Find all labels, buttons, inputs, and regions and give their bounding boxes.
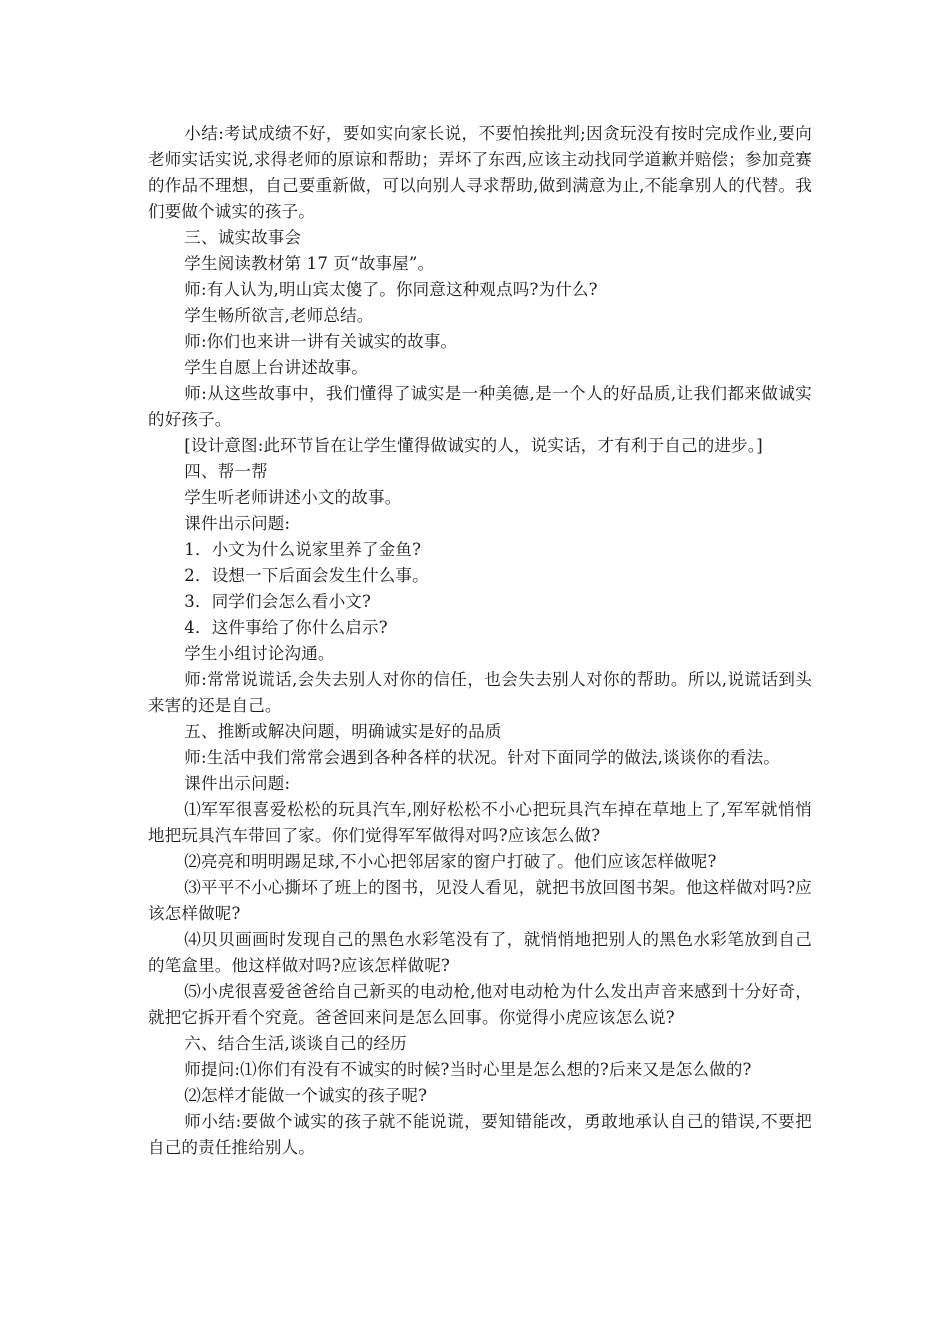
design-intent-note: [设计意图:此环节旨在让学生懂得做诚实的人，说实话，才有利于自己的进步。] bbox=[184, 436, 763, 455]
question-item: 4．这件事给了你什么启示? bbox=[184, 618, 388, 637]
question-item: 1．小文为什么说家里养了金鱼? bbox=[184, 540, 422, 559]
section-heading-6: 六、结合生活,谈谈自己的经历 bbox=[184, 1034, 407, 1053]
paragraph: 学生自愿上台讲述故事。 bbox=[184, 358, 368, 377]
paragraph: 学生畅所欲言,老师总结。 bbox=[184, 306, 374, 325]
paragraph-teacher-summary: 师小结:要做个诚实的孩子就不能说谎，要知错能改，勇敢地承认自己的错误,不要把自己的责任推给别人。 bbox=[148, 1112, 812, 1157]
paragraph: 师:从这些故事中，我们懂得了诚实是一种美德,是一个人的好品质,让我们都来做诚实的好孩子。 bbox=[148, 384, 812, 429]
paragraph-summary: 小结:考试成绩不好，要如实向家长说，不要怕挨批判;因贪玩没有按时完成作业,要向老师实话实说,求得老师的原谅和帮助；弄坏了东西,应该主动找同学道歉并赔偿；参加竞赛的作品不理想，自己要重新做，可以向别人寻求帮助,做到满意为止,不能拿别人的代替。我们要做个诚实的孩子。 bbox=[148, 124, 812, 221]
paragraph: 课件出示问题: bbox=[184, 514, 291, 533]
paragraph: 学生小组讨论沟通。 bbox=[184, 644, 335, 663]
scenario-item: ⑴军军很喜爱松松的玩具汽车,刚好松松不小心把玩具汽车掉在草地上了,军军就悄悄地把玩具汽车带回了家。你们觉得军军做得对吗?应该怎么做? bbox=[148, 800, 812, 845]
paragraph: 学生听老师讲述小文的故事。 bbox=[184, 488, 402, 507]
section-heading-5: 五、推断或解决问题，明确诚实是好的品质 bbox=[184, 722, 502, 741]
paragraph: 学生阅读教材第 17 页“故事屋”。 bbox=[184, 254, 435, 273]
question-item: 3．同学们会怎么看小文? bbox=[184, 592, 372, 611]
paragraph: 师提问:⑴你们有没有不诚实的时候?当时心里是怎么想的?后来又是怎么做的? bbox=[184, 1060, 752, 1079]
document-body bbox=[148, 121, 812, 1161]
scenario-item: ⑸小虎很喜爱爸爸给自己新买的电动枪,他对电动枪为什么发出声音来感到十分好奇，就把它拆开看个究竟。爸爸回来问是怎么回事。你觉得小虎应该怎么说? bbox=[148, 982, 812, 1027]
paragraph: 师:你们也来讲一讲有关诚实的故事。 bbox=[184, 332, 458, 351]
paragraph: ⑵怎样才能做一个诚实的孩子呢? bbox=[184, 1086, 428, 1105]
scenario-item: ⑶平平不小心撕坏了班上的图书，见没人看见，就把书放回图书架。他这样做对吗?应该怎样做呢? bbox=[148, 878, 812, 923]
section-heading-3: 三、诚实故事会 bbox=[184, 228, 302, 247]
scenario-item: ⑷贝贝画画时发现自己的黑色水彩笔没有了，就悄悄地把别人的黑色水彩笔放到自己的笔盒里。他这样做对吗?应该怎样做呢? bbox=[148, 930, 812, 975]
paragraph: 师:常常说谎话,会失去别人对你的信任，也会失去别人对你的帮助。所以,说谎话到头来害的还是自己。 bbox=[148, 670, 812, 715]
paragraph: 师:有人认为,明山宾太傻了。你同意这种观点吗?为什么? bbox=[184, 280, 598, 299]
paragraph: 课件出示问题: bbox=[184, 774, 291, 793]
paragraph: 师:生活中我们常常会遇到各种各样的状况。针对下面同学的做法,谈谈你的看法。 bbox=[184, 748, 781, 767]
section-heading-4: 四、帮一帮 bbox=[184, 462, 268, 481]
question-item: 2．设想一下后面会发生什么事。 bbox=[184, 566, 429, 585]
scenario-item: ⑵亮亮和明明踢足球,不小心把邻居家的窗户打破了。他们应该怎样做呢? bbox=[184, 852, 717, 871]
